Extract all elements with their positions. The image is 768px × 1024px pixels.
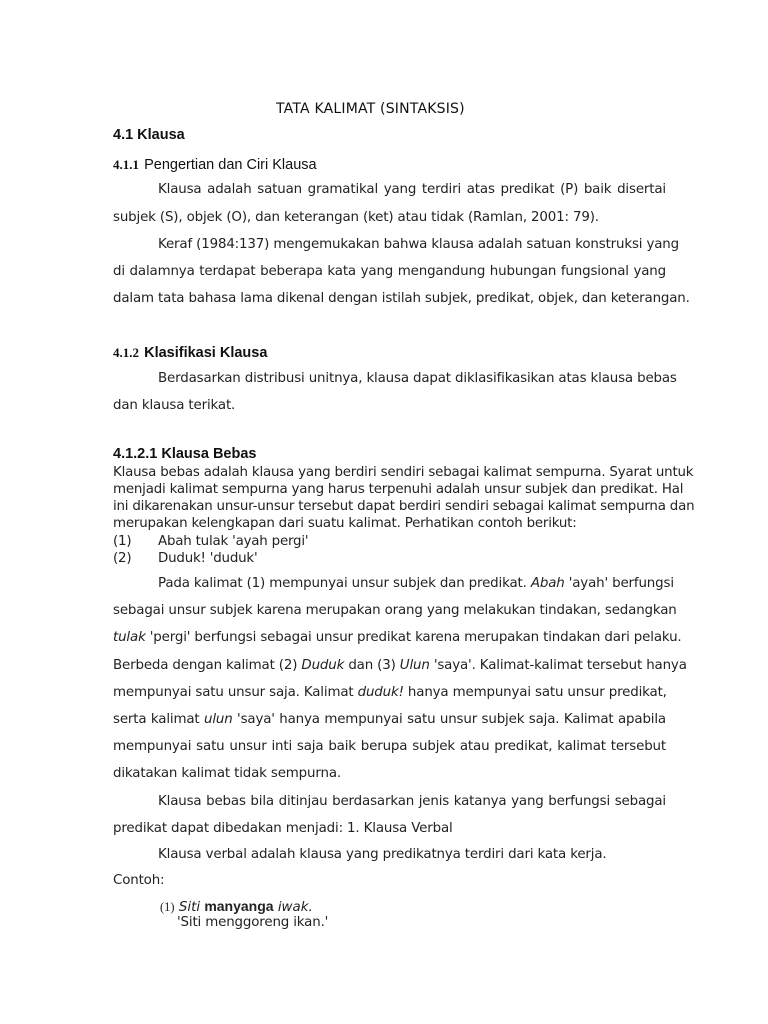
italic-term: ulun (203, 712, 233, 727)
example-gloss: 'Siti menggoreng ikan.' (177, 915, 329, 930)
italic-term: Ulun (399, 658, 430, 673)
text-span: Pada kalimat (1) mempunyai unsur subjek dan predikat. (158, 576, 527, 591)
italic-term: Siti (178, 900, 201, 915)
paragraph-line: dikatakan kalimat tidak sempurna. (113, 766, 341, 781)
example-number: (1) (113, 534, 132, 549)
example-number: (2) (113, 551, 132, 566)
bold-term: manyanga (204, 898, 274, 914)
section-heading-4-1-2-1: 4.1.2.1 Klausa Bebas (113, 446, 257, 462)
paragraph-line: di dalamnya terdapat beberapa kata yang mengandung hubungan fungsional yang (113, 264, 666, 279)
section-heading-4-1-2 (113, 342, 267, 361)
text-span: 'saya'. Kalimat-kalimat tersebut hanya (433, 658, 687, 673)
paragraph-line: Klausa bebas adalah klausa yang berdiri sendiri sebagai kalimat sempurna. Syarat untuk (113, 465, 694, 480)
paragraph-line (113, 685, 666, 700)
italic-term: iwak. (277, 900, 313, 915)
text-span: serta kalimat (113, 712, 200, 727)
text-span: mempunyai satu unsur saja. Kalimat (113, 685, 354, 700)
section-number: 4.1.1 (113, 157, 139, 172)
paragraph-line: dan klausa terikat. (113, 398, 236, 413)
text-span: Berbeda dengan kalimat (2) (113, 658, 298, 673)
example-text: Abah tulak 'ayah pergi' (158, 534, 309, 549)
paragraph-line (113, 658, 687, 673)
paragraph-line: predikat dapat dibedakan menjadi: 1. Klausa Verbal (113, 821, 453, 836)
example-number: (1) (160, 900, 175, 914)
paragraph-line: merupakan kelengkapan dari suatu kalimat. Perhatikan contoh berikut: (113, 516, 577, 531)
text-span: hanya mempunyai satu unsur predikat, (407, 685, 667, 700)
section-title: Klasifikasi Klausa (144, 345, 268, 361)
paragraph-line: Keraf (1984:137) mengemukakan bahwa klausa adalah satuan konstruksi yang (158, 237, 679, 252)
section-heading-4-1: 4.1 Klausa (113, 127, 185, 143)
paragraph-line: ini dikarenakan unsur-unsur tersebut dapat berdiri sendiri sebagai kalimat sempurna dan (113, 499, 695, 514)
italic-term: Abah (530, 576, 565, 591)
section-heading-4-1-1 (113, 154, 317, 173)
text-span: 'pergi' berfungsi sebagai unsur predikat karena merupakan tindakan dari pelaku. (149, 630, 682, 645)
paragraph-line: menjadi kalimat sempurna yang harus terpenuhi adalah unsur subjek dan predikat. Hal (113, 482, 684, 497)
paragraph-line: Berdasarkan distribusi unitnya, klausa dapat diklasifikasikan atas klausa bebas (158, 371, 677, 386)
text-span: 'ayah' berfungsi (568, 576, 674, 591)
italic-term: tulak (113, 630, 146, 645)
italic-term: Duduk (301, 658, 345, 673)
paragraph-line (113, 712, 666, 727)
page-title: TATA KALIMAT (SINTAKSIS) (276, 101, 465, 117)
text-span: dan (3) (348, 658, 396, 673)
paragraph-line (158, 576, 674, 591)
italic-term: duduk! (357, 685, 404, 700)
section-title: Pengertian dan Ciri Klausa (144, 157, 317, 173)
paragraph-line: dalam tata bahasa lama dikenal dengan istilah subjek, predikat, objek, dan keterangan. (113, 291, 690, 306)
paragraph-line: subjek (S), objek (O), dan keterangan (ket) atau tidak (Ramlan, 2001: 79). (113, 210, 599, 225)
paragraph-line: Klausa bebas bila ditinjau berdasarkan jenis katanya yang berfungsi sebagai (158, 794, 666, 809)
example-label: Contoh: (113, 873, 165, 888)
paragraph-line: mempunyai satu unsur inti saja baik berupa subjek atau predikat, kalimat tersebut (113, 739, 666, 754)
example-sentence (160, 898, 313, 915)
paragraph-line: Klausa verbal adalah klausa yang predikatnya terdiri dari kata kerja. (158, 847, 607, 862)
paragraph-line: sebagai unsur subjek karena merupakan orang yang melakukan tindakan, sedangkan (113, 603, 677, 618)
example-text: Duduk! 'duduk' (158, 551, 258, 566)
section-number: 4.1.2 (113, 345, 139, 360)
text-span: 'saya' hanya mempunyai satu unsur subjek saja. Kalimat apabila (237, 712, 666, 727)
paragraph-line: Klausa adalah satuan gramatikal yang terdiri atas predikat (P) baik disertai (158, 182, 666, 197)
paragraph-line (113, 630, 682, 645)
